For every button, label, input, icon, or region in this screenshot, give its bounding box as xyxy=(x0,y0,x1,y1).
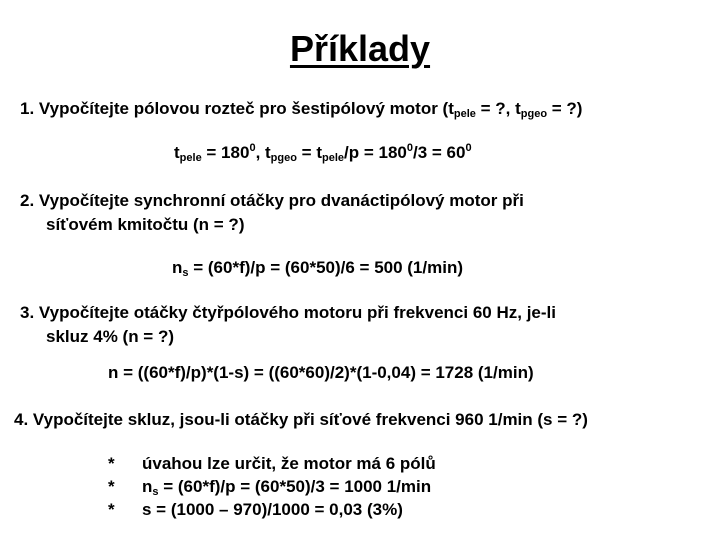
example-3-question-line-2: skluz 4% (n = ?) xyxy=(46,327,174,346)
page-title: Příklady xyxy=(289,28,431,69)
example-4-bullet-2: * $n_s = (60*f)/p = (60*50)/3 = 1000$ 1/min xyxy=(108,477,432,498)
example-3-question-line-1: 3. Vypočítejte otáčky čtyřpólového motoru při frekvenci 60 Hz, je-li xyxy=(20,303,556,322)
example-3-answer: n = ((60*f)/p)*(1-s) = ((60*60)/2)*(1-0,04) = 1728 (1/min) xyxy=(108,363,534,382)
example-1-answer: $t_{pele} = 180^0$, $t_{pgeo} = t_{pele}/p = 180^0/3 = 60^0$ xyxy=(174,142,472,164)
example-1-question: 1. Vypočítejte pólovou rozteč pro šestipólový motor ($t_{pele}$ = ?, $t_{pgeo}$ = ?) xyxy=(20,99,583,120)
example-2-answer: $n_s = (60*f)/p = (60*50)/6 = 500$ (1/min) xyxy=(172,258,463,279)
example-2-question-line-2: síťovém kmitočtu (n = ?) xyxy=(46,215,245,234)
example-2-question-line-1: 2. Vypočítejte synchronní otáčky pro dvanáctipólový motor při xyxy=(20,191,524,210)
example-4-question: 4. Vypočítejte skluz, jsou-li otáčky při síťové frekvenci 960 1/min (s = ?) xyxy=(14,410,588,429)
example-4-bullet-1: * úvahou lze určit, že motor má 6 pólů xyxy=(108,454,436,473)
example-4-bullet-3: * s = (1000 – 970)/1000 = 0,03 (3%) xyxy=(108,500,403,519)
